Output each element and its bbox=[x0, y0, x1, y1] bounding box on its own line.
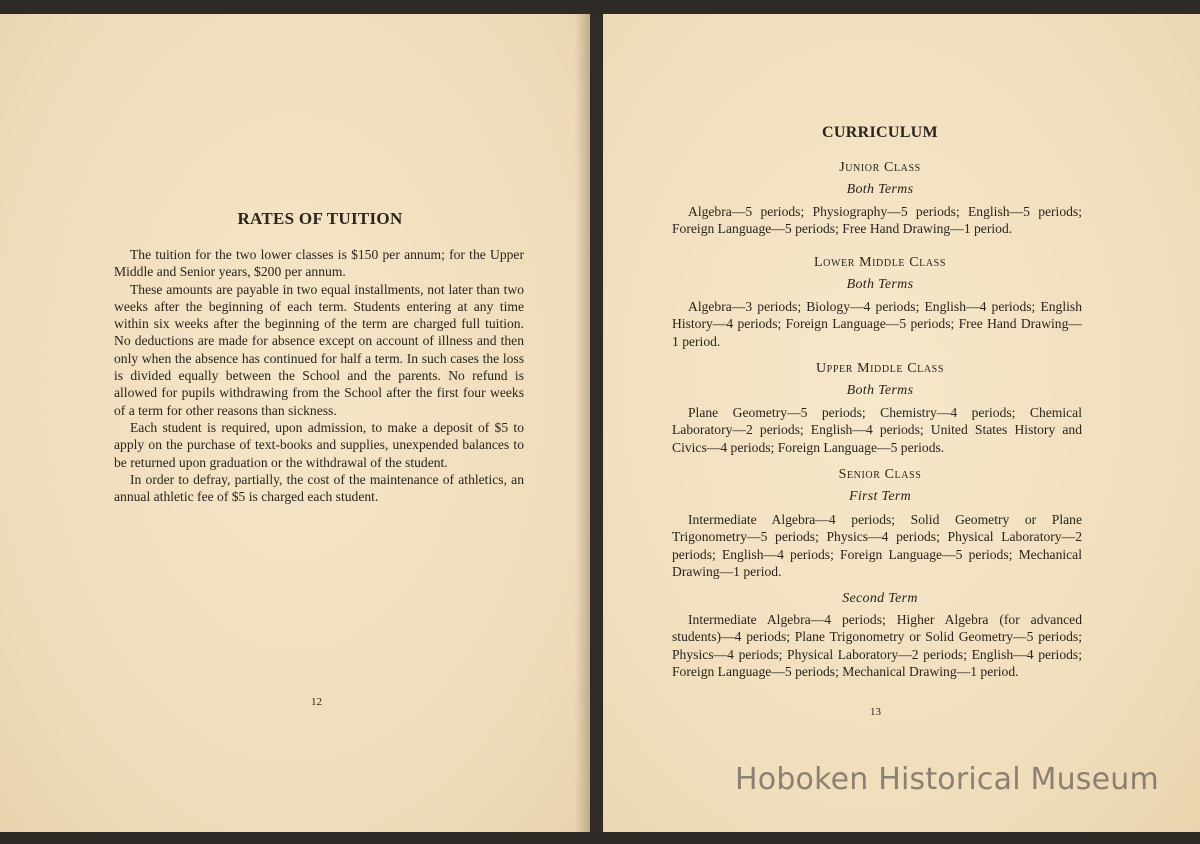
page-number-right: 13 bbox=[870, 706, 881, 718]
upper-middle-text: Plane Geometry—5 periods; Chemistry—4 periods; Chemical Laboratory—2 periods; English—4 periods; United States History and Civics—4 periods; Foreign Language—5 periods. bbox=[672, 405, 1082, 455]
lower-middle-text: Algebra—3 periods; Biology—4 periods; English—4 periods; English History—4 periods; Foreign Language—5 periods; Free Hand Drawing—1 period. bbox=[672, 299, 1082, 349]
lower-middle-term: Both Terms bbox=[846, 277, 914, 292]
upper-middle-courses bbox=[672, 404, 1082, 456]
senior-first-term: First Term bbox=[848, 489, 911, 504]
tuition-paragraph: In order to defray, partially, the cost of the maintenance of athletics, an annual athletic fee of $5 is charged each student. bbox=[114, 471, 524, 505]
junior-text: Algebra—5 periods; Physiography—5 periods; English—5 periods; Foreign Language—5 periods; Free Hand Drawing—1 period. bbox=[672, 204, 1082, 237]
junior-courses bbox=[672, 203, 1082, 238]
lower-middle-class-title: Lower Middle Class bbox=[813, 255, 947, 270]
junior-term: Both Terms bbox=[846, 182, 914, 197]
curriculum-heading: CURRICULUM bbox=[822, 124, 938, 141]
tuition-paragraph: Each student is required, upon admission, to make a deposit of $5 to apply on the purchase of text-books and supplies, unexpended balances to be returned upon graduation or the withdrawal of the student. bbox=[114, 419, 524, 470]
upper-middle-term: Both Terms bbox=[846, 383, 914, 398]
senior-second-term: Second Term bbox=[842, 591, 918, 606]
book-spine bbox=[575, 14, 605, 832]
senior-second-text: Intermediate Algebra—4 periods; Higher Algebra (for advanced students)—4 periods; Plane Trigonometry or Solid Geometry—5 periods; Physics—4 periods; Physical Laboratory—2 periods; English—4 periods; Foreign Language—5 periods; Mechanical Drawing—1 period. bbox=[672, 612, 1082, 679]
senior-class-title: Senior Class bbox=[838, 467, 922, 482]
lower-middle-courses bbox=[672, 298, 1082, 350]
tuition-text bbox=[114, 246, 524, 505]
senior-first-courses bbox=[672, 511, 1082, 580]
museum-watermark: Hoboken Historical Museum bbox=[735, 762, 1159, 797]
senior-second-courses bbox=[672, 611, 1082, 680]
upper-middle-class-title: Upper Middle Class bbox=[815, 361, 945, 376]
senior-first-text: Intermediate Algebra—4 periods; Solid Geometry or Plane Trigonometry—5 periods; Physics—4 periods; Physical Laboratory—2 periods; English—4 periods; Foreign Language—5 periods; Mechanical Drawing—1 period. bbox=[672, 512, 1082, 579]
tuition-paragraph: The tuition for the two lower classes is $150 per annum; for the Upper Middle and Senior years, $200 per annum. bbox=[114, 247, 524, 280]
tuition-paragraph: These amounts are payable in two equal installments, not later than two weeks after the beginning of each term. Students entering at any time within six weeks after the beginning of the term are charged full tuition. No deductions are made for absence except on account of illness and then only when the absence has continued for half a term. In such cases the loss is divided equally between the School and the parents. No refund is allowed for pupils withdrawing from the School after the first four weeks of a term for other reasons than sickness. bbox=[114, 281, 524, 418]
tuition-heading: RATES OF TUITION bbox=[237, 209, 403, 228]
page-number-left: 12 bbox=[311, 696, 322, 708]
junior-class-title: Junior Class bbox=[839, 160, 921, 175]
